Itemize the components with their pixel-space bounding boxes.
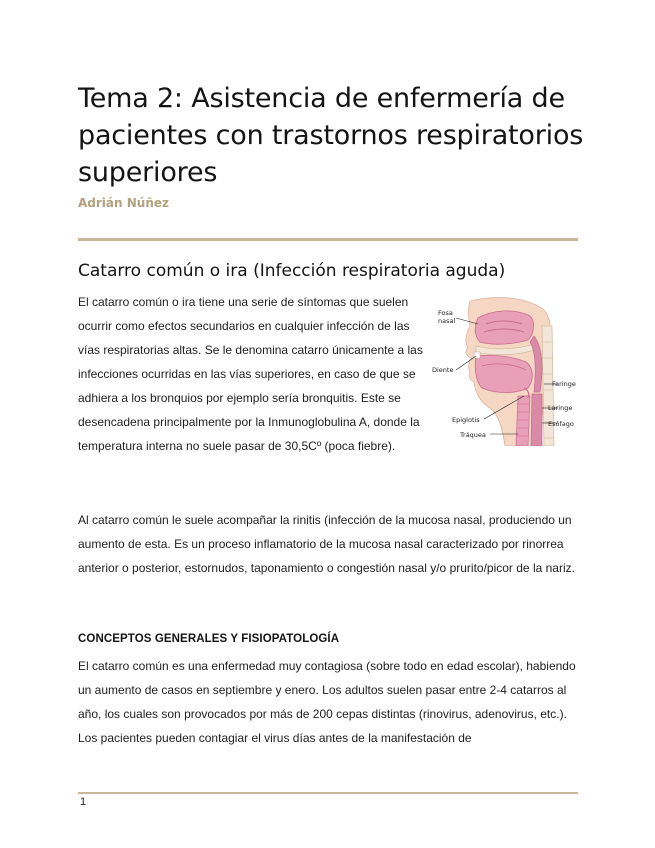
label-fosa-2: nasal <box>438 317 456 325</box>
page-number: 1 <box>80 796 87 808</box>
section-paragraph-1: El catarro común o ira tiene una serie de síntomas que suelen ocurrir como efectos secundarios en cualquier infección de las vías respiratorias altas. Se le denomina catarro únicamente a las infecciones ocurridas en las vías superiores, en caso de que se adhiera a los bronquios por ejemplo sería bronquitis. Este se desencadena principalmente por la Inmunoglobulina A, donde la temperatura interna no suele pasar de 30,5Cº (poca fiebre). <box>78 295 423 453</box>
header-divider <box>78 238 578 241</box>
section-paragraph-2: Al catarro común le suele acompañar la rinitis (infección de la mucosa nasal, produciendo un aumento de esta. Es un proceso inflamatorio de la mucosa nasal caracterizado por rinorrea anterior o posterior, estornudos, taponamiento o congestión nasal y/o prurito/picor de la nariz. <box>78 513 575 575</box>
esophagus <box>531 394 542 446</box>
section-heading: Catarro común o ira (Infección respiratoria aguda) <box>78 261 506 281</box>
label-faringe: Faringe <box>552 380 576 388</box>
label-fosa-1: Fosa <box>438 309 453 317</box>
document-author: Adrián Núñez <box>78 196 169 210</box>
nasal-cavity <box>475 311 533 344</box>
footer-divider <box>78 792 578 794</box>
label-laringe: Laringe <box>548 404 573 412</box>
respiratory-anatomy-figure <box>430 296 580 446</box>
label-traquea: Tráquea <box>460 431 486 439</box>
subsection-paragraph: El catarro común es una enfermedad muy contagiosa (sobre todo en edad escolar), habiendo un aumento de casos en septiembre y enero. Los adultos suelen pasar entre 2-4 catarros al año, los cuales son provocados por más de 200 cepas distintas (rinovirus, adenovirus, etc.). Los pacientes pueden contagiar el virus días antes de la manifestación de <box>78 659 576 745</box>
label-epiglotis: Epiglotis <box>452 416 480 424</box>
subsection-heading: CONCEPTOS GENERALES Y FISIOPATOLOGÍA <box>78 633 340 645</box>
label-esofago: Esófago <box>548 420 574 428</box>
document-title: Tema 2: Asistencia de enfermería de pacientes con trastornos respiratorios superiores <box>78 83 584 188</box>
anatomy-illustration <box>430 296 580 446</box>
tongue <box>475 355 532 392</box>
trachea <box>516 396 530 446</box>
label-diente: Diente <box>432 366 454 374</box>
